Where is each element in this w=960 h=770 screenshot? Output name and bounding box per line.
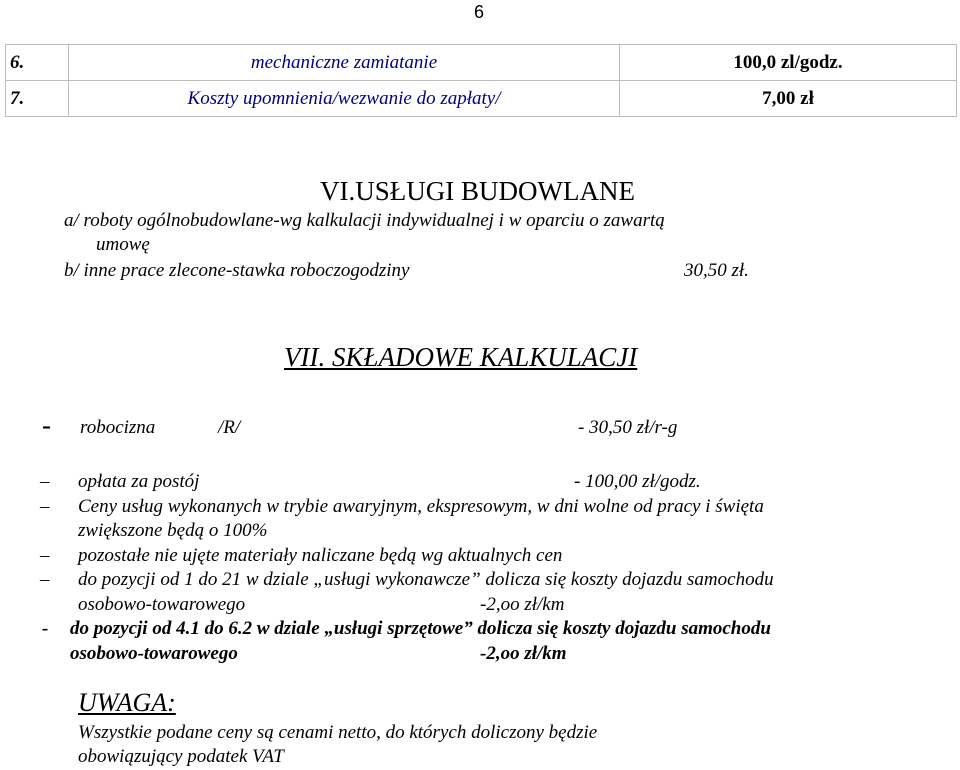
- travel1-line-2-label: osobowo-towarowego: [78, 594, 246, 615]
- bullet-dash: –: [40, 569, 50, 590]
- note-line-1: Wszystkie podane ceny są cenami netto, do których doliczony będzie: [78, 722, 598, 743]
- bullet-dash: –: [40, 471, 50, 492]
- travel2-line-2-value: -2,oo zł/km: [480, 643, 567, 664]
- labor-label: robocizna: [80, 417, 156, 438]
- bullet-dash: -: [42, 618, 49, 639]
- standby-value: - 100,00 zł/godz.: [574, 471, 701, 492]
- section6-line-a: a/ roboty ogólnobudowlane-wg kalkulacji indywidualnej i w oparciu o zawartą: [64, 210, 665, 231]
- section6-line-b-value: 30,50 zł.: [684, 260, 749, 281]
- note-line-2: obowiązujący podatek VAT: [78, 746, 284, 767]
- table-row: [6, 81, 957, 117]
- emergency-line-2: zwiększone będą o 100%: [78, 520, 268, 541]
- standby-label: opłata za postój: [78, 471, 200, 492]
- table-row: [6, 45, 957, 81]
- section7-title: VII. SKŁADOWE KALKULACJI: [284, 342, 638, 372]
- page-number: 6: [474, 2, 485, 22]
- travel1-line-2-value: -2,oo zł/km: [480, 594, 565, 615]
- section6-title: VI.USŁUGI BUDOWLANE: [320, 176, 635, 206]
- row-description: Koszty upomnienia/wezwanie do zapłaty/: [69, 81, 620, 117]
- row-price: 100,0 zl/godz.: [620, 45, 957, 81]
- bullet-dash: -: [42, 410, 51, 440]
- bullet-dash: –: [40, 545, 50, 566]
- materials-line: pozostałe nie ujęte materiały naliczane będą wg aktualnych cen: [78, 545, 563, 566]
- section6-line-a-cont: umowę: [96, 234, 150, 255]
- section6-line-b-label: b/ inne prace zlecone-stawka roboczogodziny: [64, 260, 410, 281]
- row-number: 6.: [6, 45, 69, 81]
- travel2-line-1: do pozycji od 4.1 do 6.2 w dziale „usługi sprzętowe” dolicza się koszty dojazdu samochodu: [70, 618, 771, 639]
- labor-unit: /R/: [218, 417, 241, 438]
- bullet-dash: –: [40, 496, 50, 517]
- travel2-line-2-label: osobowo-towarowego: [70, 643, 238, 664]
- emergency-line-1: Ceny usług wykonanych w trybie awaryjnym, ekspresowym, w dni wolne od pracy i święta: [78, 496, 764, 517]
- travel1-line-1: do pozycji od 1 do 21 w dziale „usługi wykonawcze” dolicza się koszty dojazdu samochodu: [78, 569, 774, 590]
- row-number: 7.: [6, 81, 69, 117]
- price-table: [5, 44, 957, 117]
- note-title: UWAGA:: [78, 688, 176, 717]
- row-price: 7,00 zł: [620, 81, 957, 117]
- labor-value: - 30,50 zł/r-g: [578, 417, 678, 438]
- row-description: mechaniczne zamiatanie: [69, 45, 620, 81]
